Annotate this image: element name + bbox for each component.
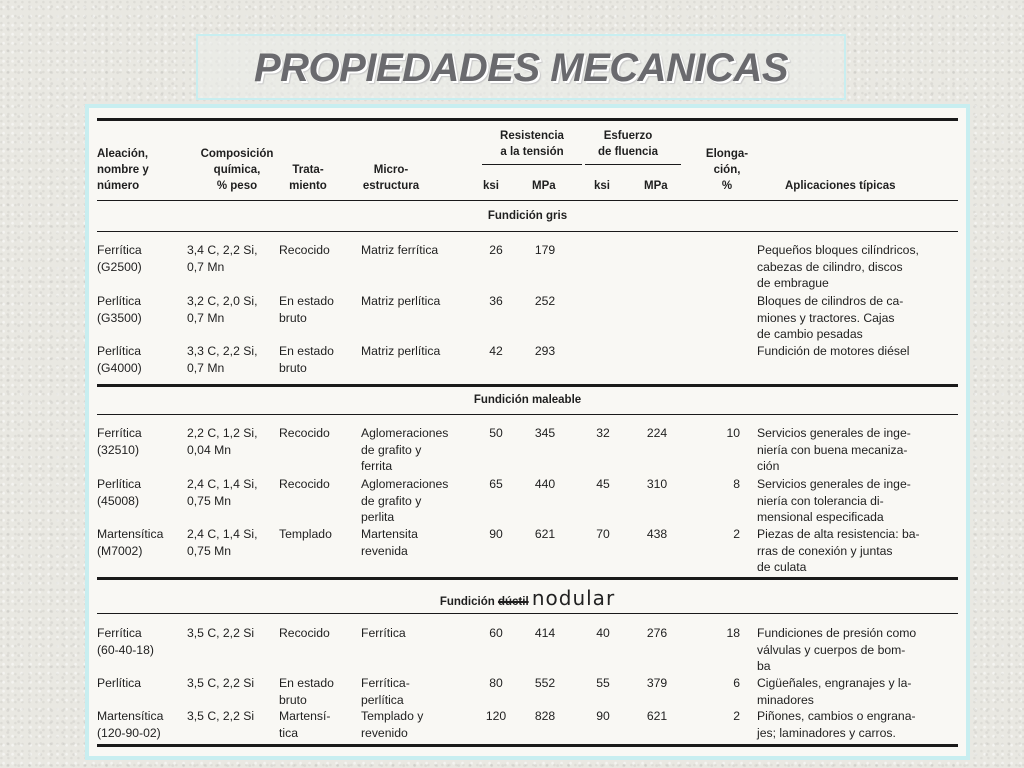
cell-alloy: Ferrítica (G2500) bbox=[97, 243, 142, 274]
cell-composition: 3,5 C, 2,2 Si bbox=[187, 626, 255, 640]
cell-alloy: Perlítica (45008) bbox=[97, 477, 142, 508]
cell-mpa-fluencia: 224 bbox=[646, 426, 668, 440]
header-esfuerzo: Esfuerzo de fluencia bbox=[597, 130, 659, 158]
cell-ksi-fluencia: 45 bbox=[596, 477, 610, 491]
cell-microstructure: Ferrítica- perlítica bbox=[361, 676, 410, 707]
cell-microstructure: Matriz perlítica bbox=[361, 294, 441, 308]
cell-mpa-tension: 440 bbox=[534, 477, 556, 491]
cell-microstructure: Martensita revenida bbox=[361, 527, 418, 558]
section-title-gris: Fundición gris bbox=[487, 210, 568, 222]
header-elongacion: Elonga- ción, % bbox=[705, 148, 749, 192]
cell-ksi-fluencia: 55 bbox=[596, 676, 610, 690]
header-aleacion: Aleación, nombre y número bbox=[97, 148, 149, 192]
cell-alloy: Perlítica bbox=[97, 676, 142, 690]
cell-application: Servicios generales de inge- niería con buena mecaniza- ción bbox=[757, 426, 911, 473]
header-composicion: Composición química, % peso bbox=[200, 148, 274, 192]
cell-ksi-fluencia: 32 bbox=[596, 426, 610, 440]
cell-alloy: Ferrítica (60-40-18) bbox=[97, 626, 154, 657]
section-rule bbox=[97, 414, 958, 415]
cell-application: Fundiciones de presión como válvulas y cuerpos de bom- ba bbox=[757, 626, 917, 673]
cell-mpa-fluencia: 379 bbox=[646, 676, 668, 690]
section-rule bbox=[97, 384, 958, 387]
cell-application: Cigüeñales, engranajes y la- minadores bbox=[757, 676, 912, 707]
section-title-maleable: Fundición maleable bbox=[473, 394, 582, 406]
cell-mpa-fluencia: 310 bbox=[646, 477, 668, 491]
cell-composition: 2,4 C, 1,4 Si, 0,75 Mn bbox=[187, 477, 258, 508]
cell-application: Fundición de motores diésel bbox=[757, 344, 910, 358]
header-esfuerzo-rule bbox=[585, 164, 681, 165]
header-resistencia-rule bbox=[482, 164, 582, 165]
table-bottom-rule bbox=[97, 744, 958, 747]
cell-treatment: Martensí- tica bbox=[279, 709, 331, 740]
cell-elongation: 8 bbox=[733, 477, 740, 491]
cell-microstructure: Aglomeraciones de grafito y perlita bbox=[361, 477, 449, 524]
cell-mpa-tension: 252 bbox=[534, 294, 556, 308]
cell-alloy: Perlítica (G4000) bbox=[97, 344, 142, 375]
cell-microstructure: Aglomeraciones de grafito y ferrita bbox=[361, 426, 449, 473]
properties-table bbox=[97, 116, 958, 748]
cell-ksi-tension: 80 bbox=[489, 676, 503, 690]
title-box bbox=[196, 34, 846, 100]
cell-mpa-tension: 552 bbox=[534, 676, 556, 690]
cell-ksi-tension: 36 bbox=[489, 294, 503, 308]
section-rule bbox=[97, 613, 958, 614]
header-tratamiento: Trata- miento bbox=[289, 164, 327, 192]
section-title-text: Fundición bbox=[439, 596, 495, 608]
header-bottom-rule bbox=[97, 200, 958, 201]
cell-microstructure: Templado y revenido bbox=[361, 709, 424, 740]
cell-ksi-tension: 26 bbox=[489, 243, 503, 257]
cell-ksi-fluencia: 70 bbox=[596, 527, 610, 541]
table-top-rule bbox=[97, 118, 958, 121]
cell-microstructure: Matriz ferrítica bbox=[361, 243, 439, 257]
header-resistencia: Resistencia a la tensión bbox=[500, 130, 564, 158]
cell-treatment: Recocido bbox=[279, 626, 330, 640]
cell-mpa-tension: 293 bbox=[534, 344, 556, 358]
header-ksi-tension: ksi bbox=[483, 180, 499, 192]
cell-mpa-fluencia: 621 bbox=[646, 709, 668, 723]
cell-application: Piezas de alta resistencia: ba- rras de conexión y juntas de culata bbox=[757, 527, 920, 574]
header-mpa-fluencia: MPa bbox=[644, 180, 668, 192]
page-title: PROPIEDADES MECANICAS bbox=[253, 46, 788, 90]
cell-elongation: 10 bbox=[726, 426, 740, 440]
section-rule bbox=[97, 577, 958, 580]
cell-mpa-tension: 414 bbox=[534, 626, 556, 640]
cell-treatment: En estado bruto bbox=[279, 344, 334, 375]
section-rule bbox=[97, 231, 958, 232]
cell-ksi-tension: 90 bbox=[489, 527, 503, 541]
cell-microstructure: Ferrítica bbox=[361, 626, 406, 640]
cell-alloy: Martensítica (M7002) bbox=[97, 527, 164, 558]
cell-ksi-tension: 42 bbox=[489, 344, 503, 358]
header-ksi-fluencia: ksi bbox=[594, 180, 610, 192]
cell-alloy: Martensítica (120-90-02) bbox=[97, 709, 164, 740]
cell-ksi-fluencia: 90 bbox=[596, 709, 610, 723]
cell-treatment: Recocido bbox=[279, 426, 330, 440]
handwritten-annotation: nodular bbox=[531, 586, 616, 610]
cell-composition: 3,2 C, 2,0 Si, 0,7 Mn bbox=[187, 294, 258, 325]
cell-ksi-tension: 60 bbox=[489, 626, 503, 640]
cell-treatment: En estado bruto bbox=[279, 294, 334, 325]
cell-mpa-tension: 621 bbox=[534, 527, 556, 541]
cell-application: Piñones, cambios o engrana- jes; laminadores y carros. bbox=[757, 709, 916, 740]
cell-elongation: 2 bbox=[733, 527, 740, 541]
cell-ksi-tension: 50 bbox=[489, 426, 503, 440]
cell-elongation: 2 bbox=[733, 709, 740, 723]
cell-composition: 3,5 C, 2,2 Si bbox=[187, 676, 255, 690]
cell-composition: 2,4 C, 1,4 Si, 0,75 Mn bbox=[187, 527, 258, 558]
cell-ksi-tension: 120 bbox=[485, 709, 507, 723]
cell-mpa-tension: 345 bbox=[534, 426, 556, 440]
cell-treatment: Recocido bbox=[279, 243, 330, 257]
cell-application: Pequeños bloques cilíndricos, cabezas de cilindro, discos de embrague bbox=[757, 243, 919, 290]
cell-mpa-fluencia: 276 bbox=[646, 626, 668, 640]
cell-treatment: Templado bbox=[279, 527, 332, 541]
cell-composition: 2,2 C, 1,2 Si, 0,04 Mn bbox=[187, 426, 258, 457]
header-aplicaciones: Aplicaciones típicas bbox=[785, 180, 896, 192]
cell-mpa-tension: 828 bbox=[534, 709, 556, 723]
section-title-nodular bbox=[97, 586, 958, 610]
cell-elongation: 6 bbox=[733, 676, 740, 690]
cell-application: Bloques de cilindros de ca- miones y tractores. Cajas de cambio pesadas bbox=[757, 294, 904, 341]
header-microestructura: Micro- estructura bbox=[362, 164, 420, 192]
cell-treatment: En estado bruto bbox=[279, 676, 334, 707]
cell-alloy: Ferrítica (32510) bbox=[97, 426, 142, 457]
cell-elongation: 18 bbox=[726, 626, 740, 640]
header-mpa-tension: MPa bbox=[532, 180, 556, 192]
struck-word: dúctil bbox=[497, 596, 529, 608]
cell-treatment: Recocido bbox=[279, 477, 330, 491]
table-panel bbox=[85, 104, 970, 760]
cell-ksi-fluencia: 40 bbox=[596, 626, 610, 640]
cell-microstructure: Matriz perlítica bbox=[361, 344, 441, 358]
cell-mpa-tension: 179 bbox=[534, 243, 556, 257]
cell-composition: 3,3 C, 2,2 Si, 0,7 Mn bbox=[187, 344, 258, 375]
cell-application: Servicios generales de inge- niería con tolerancia di- mensional especificada bbox=[757, 477, 911, 524]
cell-composition: 3,4 C, 2,2 Si, 0,7 Mn bbox=[187, 243, 258, 274]
cell-ksi-tension: 65 bbox=[489, 477, 503, 491]
cell-composition: 3,5 C, 2,2 Si bbox=[187, 709, 255, 723]
cell-mpa-fluencia: 438 bbox=[646, 527, 668, 541]
cell-alloy: Perlítica (G3500) bbox=[97, 294, 142, 325]
